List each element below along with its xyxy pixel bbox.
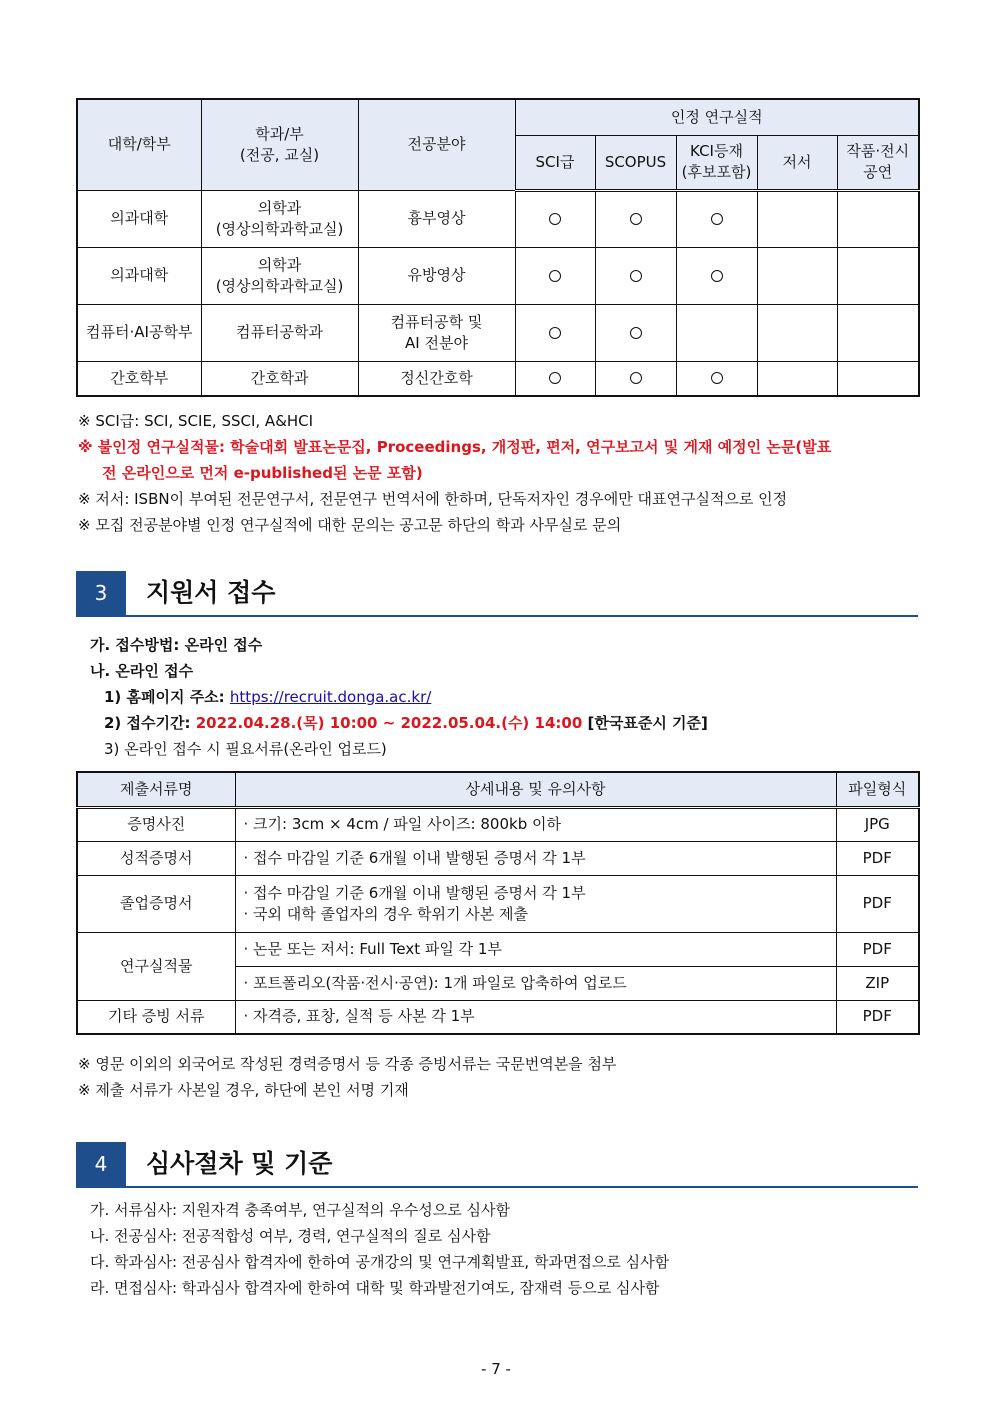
- header-recognized: 인정 연구실적: [515, 99, 919, 135]
- doc-format: PDF: [836, 875, 919, 932]
- doc-name: 성적증명서: [77, 841, 235, 875]
- doc-format: PDF: [836, 841, 919, 875]
- notes-documents: [78, 1051, 616, 1103]
- page-number: - 7 -: [481, 1360, 511, 1378]
- cell-book: [757, 190, 837, 247]
- cell-field: 컴퓨터공학 및 AI 전분야: [358, 304, 515, 361]
- doc-format: ZIP: [836, 966, 919, 1000]
- doc-name: 증명사진: [77, 807, 235, 841]
- circle-mark-icon: [549, 270, 561, 282]
- cell-art: [837, 190, 919, 247]
- table-row: [77, 932, 919, 966]
- doc-name: 연구실적물: [77, 932, 235, 1000]
- recognized-research-table: [76, 98, 920, 397]
- doc-name: 졸업증명서: [77, 875, 235, 932]
- cell-scopus: [595, 190, 676, 247]
- cell-sci: [515, 247, 595, 304]
- circle-mark-icon: [711, 270, 723, 282]
- table-row: [77, 304, 919, 361]
- cell-sci: [515, 361, 595, 396]
- cell-kci: [676, 190, 757, 247]
- note-sci: ※ SCI급: SCI, SCIE, SSCI, A&HCI: [78, 412, 314, 430]
- note-signature: ※ 제출 서류가 사본일 경우, 하단에 본인 서명 기재: [78, 1081, 409, 1099]
- note-not-recognized-1: ※ 불인정 연구실적물: 학술대회 발표논문집, Proceedings, 개정판, 편저, 연구보고서 및 게재 예정인 논문(발표: [78, 438, 832, 456]
- doc-detail: · 논문 또는 저서: Full Text 파일 각 1부: [235, 932, 836, 966]
- cell-art: [837, 304, 919, 361]
- doc-detail: · 접수 마감일 기준 6개월 이내 발행된 증명서 각 1부: [235, 841, 836, 875]
- section-3-title: 지원서 접수: [146, 578, 276, 607]
- documents-table: [76, 771, 920, 1035]
- circle-mark-icon: [630, 213, 642, 225]
- doc-detail: · 포트폴리오(작품·전시·공연): 1개 파일로 압축하여 업로드: [235, 966, 836, 1000]
- circle-mark-icon: [630, 327, 642, 339]
- section-4-header: [76, 1142, 918, 1188]
- period-value: 2022.04.28.(목) 10:00 ~ 2022.05.04.(수) 14:00: [195, 714, 583, 732]
- cell-college: 의과대학: [77, 190, 201, 247]
- circle-mark-icon: [549, 213, 561, 225]
- table-row: [77, 1000, 919, 1034]
- header-sci: SCI급: [515, 135, 595, 190]
- cell-dept: 의학과 (영상의학과학교실): [201, 190, 358, 247]
- section-4-body: [90, 1197, 669, 1301]
- doc-detail: · 크기: 3cm × 4cm / 파일 사이즈: 800kb 이하: [235, 807, 836, 841]
- cell-kci: [676, 361, 757, 396]
- section-3-number: 3: [76, 571, 126, 615]
- header-doc-format: 파일형식: [836, 772, 919, 807]
- notes-research: [78, 408, 831, 538]
- header-doc-detail: 상세내용 및 유의사항: [235, 772, 836, 807]
- circle-mark-icon: [549, 372, 561, 384]
- cell-field: 정신간호학: [358, 361, 515, 396]
- cell-field: 흉부영상: [358, 190, 515, 247]
- cell-scopus: [595, 304, 676, 361]
- online-line: 나. 온라인 접수: [90, 662, 194, 680]
- header-field: 전공분야: [358, 99, 515, 190]
- header-kci: KCI등재 (후보포함): [676, 135, 757, 190]
- cell-scopus: [595, 247, 676, 304]
- cell-dept: 컴퓨터공학과: [201, 304, 358, 361]
- doc-detail: · 접수 마감일 기준 6개월 이내 발행된 증명서 각 1부 · 국외 대학 졸업자의 경우 학위기 사본 제출: [235, 875, 836, 932]
- cell-sci: [515, 190, 595, 247]
- period-tz: [한국표준시 기준]: [587, 714, 708, 732]
- table-row: [77, 841, 919, 875]
- circle-mark-icon: [711, 213, 723, 225]
- section-4-number: 4: [76, 1142, 126, 1186]
- cell-dept: 간호학과: [201, 361, 358, 396]
- cell-college: 컴퓨터·AI공학부: [77, 304, 201, 361]
- cell-book: [757, 361, 837, 396]
- circle-mark-icon: [630, 372, 642, 384]
- cell-book: [757, 304, 837, 361]
- cell-college: 의과대학: [77, 247, 201, 304]
- note-book: ※ 저서: ISBN이 부여된 전문연구서, 전문연구 번역서에 한하며, 단독저자인 경우에만 대표연구실적으로 인정: [78, 490, 788, 508]
- cell-kci: [676, 304, 757, 361]
- docs-line: 3) 온라인 접수 시 필요서류(온라인 업로드): [104, 740, 387, 758]
- section-4-title: 심사절차 및 기준: [146, 1149, 333, 1178]
- note-not-recognized-2: 전 온라인으로 먼저 e-published된 논문 포함): [102, 464, 423, 482]
- note-inquiry: ※ 모집 전공분야별 인정 연구실적에 대한 문의는 공고문 하단의 학과 사무실로 문의: [78, 516, 622, 534]
- header-art: 작품·전시 공연: [837, 135, 919, 190]
- doc-name: 기타 증빙 서류: [77, 1000, 235, 1034]
- cell-art: [837, 247, 919, 304]
- cell-book: [757, 247, 837, 304]
- cell-sci: [515, 304, 595, 361]
- table-row: [77, 807, 919, 841]
- review-major: 나. 전공심사: 전공적합성 여부, 경력, 연구실적의 질로 심사함: [90, 1227, 491, 1245]
- doc-format: PDF: [836, 1000, 919, 1034]
- period-line: 2) 접수기간: 2022.04.28.(목) 10:00 ~ 2022.05.04.(수) 14:00 [한국표준시 기준]: [104, 714, 708, 732]
- circle-mark-icon: [549, 327, 561, 339]
- header-doc-name: 제출서류명: [77, 772, 235, 807]
- circle-mark-icon: [711, 372, 723, 384]
- doc-detail: · 자격증, 표창, 실적 등 사본 각 1부: [235, 1000, 836, 1034]
- note-translation: ※ 영문 이외의 외국어로 작성된 경력증명서 등 각종 증빙서류는 국문번역본을 첨부: [78, 1055, 617, 1073]
- doc-format: PDF: [836, 932, 919, 966]
- cell-kci: [676, 247, 757, 304]
- cell-college: 간호학부: [77, 361, 201, 396]
- header-dept: 학과/부 (전공, 교실): [201, 99, 358, 190]
- table-row: [77, 190, 919, 247]
- section-3-header: [76, 571, 918, 617]
- method-line: 가. 접수방법: 온라인 접수: [90, 636, 263, 654]
- table-row: [77, 361, 919, 396]
- table-row: [77, 247, 919, 304]
- cell-scopus: [595, 361, 676, 396]
- cell-art: [837, 361, 919, 396]
- homepage-link[interactable]: https://recruit.donga.ac.kr/: [229, 688, 432, 706]
- review-docs: 가. 서류심사: 지원자격 충족여부, 연구실적의 우수성으로 심사함: [90, 1201, 510, 1219]
- review-dept: 다. 학과심사: 전공심사 합격자에 한하여 공개강의 및 연구계획발표, 학과면접으로 심사함: [90, 1253, 670, 1271]
- header-book: 저서: [757, 135, 837, 190]
- cell-field: 유방영상: [358, 247, 515, 304]
- review-interview: 라. 면접심사: 학과심사 합격자에 한하여 대학 및 학과발전기여도, 잠재력 등으로 심사함: [90, 1279, 660, 1297]
- table-row: [77, 875, 919, 932]
- header-college: 대학/학부: [77, 99, 201, 190]
- section-3-body: [90, 632, 708, 762]
- header-scopus: SCOPUS: [595, 135, 676, 190]
- circle-mark-icon: [630, 270, 642, 282]
- cell-dept: 의학과 (영상의학과학교실): [201, 247, 358, 304]
- homepage-line: 1) 홈페이지 주소: https://recruit.donga.ac.kr/: [104, 688, 432, 706]
- doc-format: JPG: [836, 807, 919, 841]
